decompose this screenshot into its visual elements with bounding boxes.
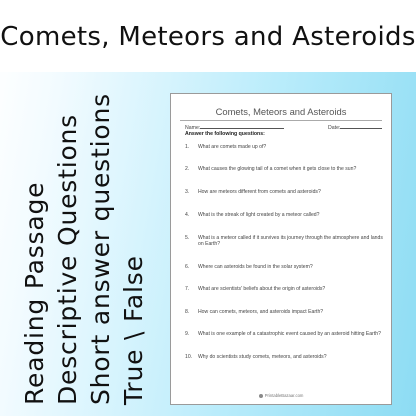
date-field	[328, 123, 382, 131]
question-text: How are meteors different from comets and asteroids?	[198, 189, 321, 195]
question-number: 9.	[185, 331, 190, 337]
question-text: What is a meteor called if it survives its journey through the atmosphere and lands on Earth?	[198, 235, 383, 248]
page-title: Comets, Meteors and Asteroids	[0, 22, 416, 52]
footer-brand: PrintableBazaar.com	[264, 393, 304, 398]
footer	[171, 393, 391, 398]
question-number: 7.	[185, 286, 190, 292]
name-field	[185, 123, 284, 131]
date-label: Date:	[328, 125, 341, 131]
name-line	[200, 123, 284, 129]
question-number: 4.	[185, 212, 190, 218]
question-text: What are scientists' beliefs about the origin of asteroids?	[198, 286, 326, 292]
date-line	[340, 123, 382, 129]
question-number: 5.	[185, 235, 190, 241]
worksheet-title: Comets, Meteors and Asteroids	[215, 106, 347, 117]
title-divider	[180, 120, 382, 121]
question-text: Where can asteroids be found in the solar system?	[198, 264, 313, 270]
instructions: Answer the following questions:	[185, 131, 265, 137]
question-text: What causes the glowing tail of a comet when it gets close to the sun?	[198, 166, 357, 172]
brand-logo-icon	[259, 394, 263, 398]
question-text: What are comets made up of?	[198, 144, 267, 150]
question-text: How can comets, meteors, and asteroids impact Earth?	[198, 309, 324, 315]
side-label-descriptive-questions: Descriptive Questions	[53, 113, 82, 405]
question-number: 10.	[185, 354, 193, 360]
side-labels	[18, 93, 150, 405]
question-number: 2.	[185, 166, 190, 172]
side-label-short-answer: Short answer questions	[86, 93, 115, 405]
question-text: What is the streak of light created by a meteor called?	[198, 212, 320, 218]
side-label-reading-passage: Reading Passage	[20, 181, 49, 405]
question-number: 3.	[185, 189, 190, 195]
question-text: What is one example of a catastrophic event caused by an asteroid hitting Earth?	[198, 331, 381, 337]
question-number: 8.	[185, 309, 190, 315]
worksheet-preview	[170, 93, 392, 405]
name-label: Name:	[185, 125, 201, 131]
question-number: 6.	[185, 264, 190, 270]
side-label-true-false: True \ False	[119, 255, 148, 405]
question-text: Why do scientists study comets, meteors, and asteroids?	[198, 354, 327, 360]
question-number: 1.	[185, 144, 190, 150]
